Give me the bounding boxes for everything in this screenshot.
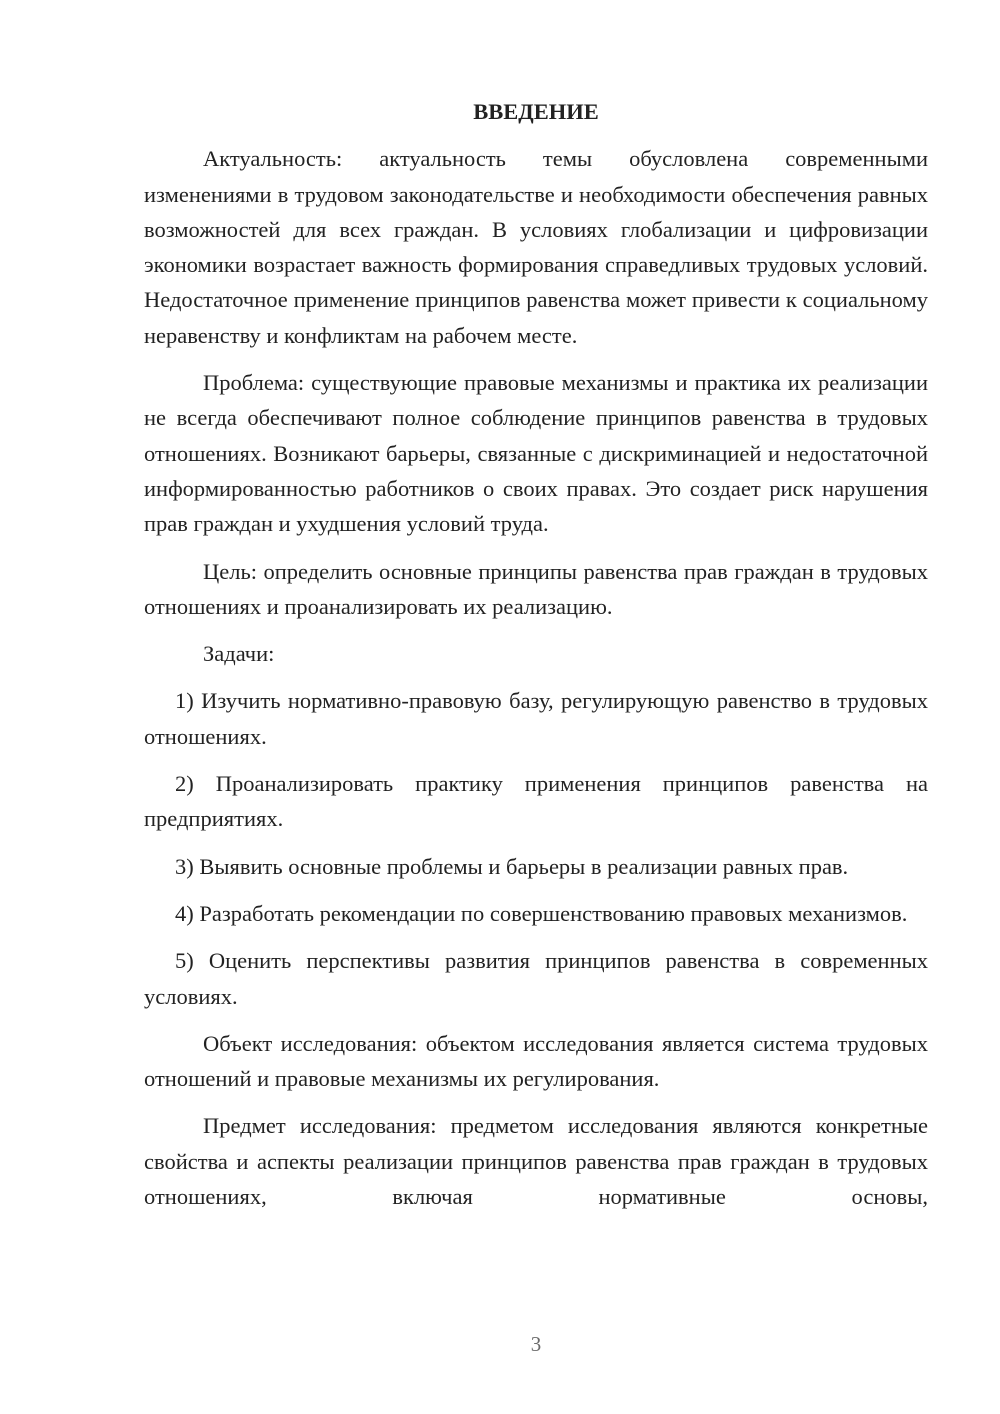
page-content <box>144 94 928 1214</box>
task-item-1: 1) Изучить нормативно-правовую базу, регулирующую равенство в трудовых отношениях. <box>144 688 928 749</box>
page-number: 3 <box>530 1332 542 1356</box>
paragraph-goal: Цель: определить основные принципы равенства прав граждан в трудовых отношениях и проанализировать их реализацию. <box>144 558 928 619</box>
task-item-3: 3) Выявить основные проблемы и барьеры в реализации равных прав. <box>175 853 849 879</box>
tasks-label: Задачи: <box>203 641 275 667</box>
paragraph-problem: Проблема: существующие правовые механизмы и практика их реализации не всегда обеспечивают полное соблюдение принципов равенства в трудовых отношениях. Возникают барьеры, связанные с дискриминацией и недостаточной информированностью работников о своих правах. Это создает риск нарушения прав граждан и ухудшения условий труда. <box>144 370 928 537</box>
task-item-4: 4) Разработать рекомендации по совершенствованию правовых механизмов. <box>175 900 908 926</box>
paragraph-relevance: Актуальность: актуальность темы обусловлена современными изменениями в трудовом законодательстве и необходимости обеспечения равных возможностей для всех граждан. В условиях глобализации и цифровизации экономики возрастает важность формирования справедливых трудовых условий. Недостаточное применение принципов равенства может привести к социальному неравенству и конфликтам на рабочем месте. <box>144 146 928 348</box>
task-item-2: 2) Проанализировать практику применения принципов равенства на предприятиях. <box>144 771 928 832</box>
paragraph-object: Объект исследования: объектом исследования является система трудовых отношений и правовые механизмы их регулирования. <box>144 1030 928 1092</box>
section-heading: ВВЕДЕНИЕ <box>473 99 599 124</box>
task-item-5: 5) Оценить перспективы развития принципов равенства в современных условиях. <box>144 948 928 1009</box>
paragraph-subject: Предмет исследования: предметом исследования являются конкретные свойства и аспекты реализации принципов равенства прав граждан в трудовых отношениях, включая нормативные основы, <box>144 1113 928 1210</box>
